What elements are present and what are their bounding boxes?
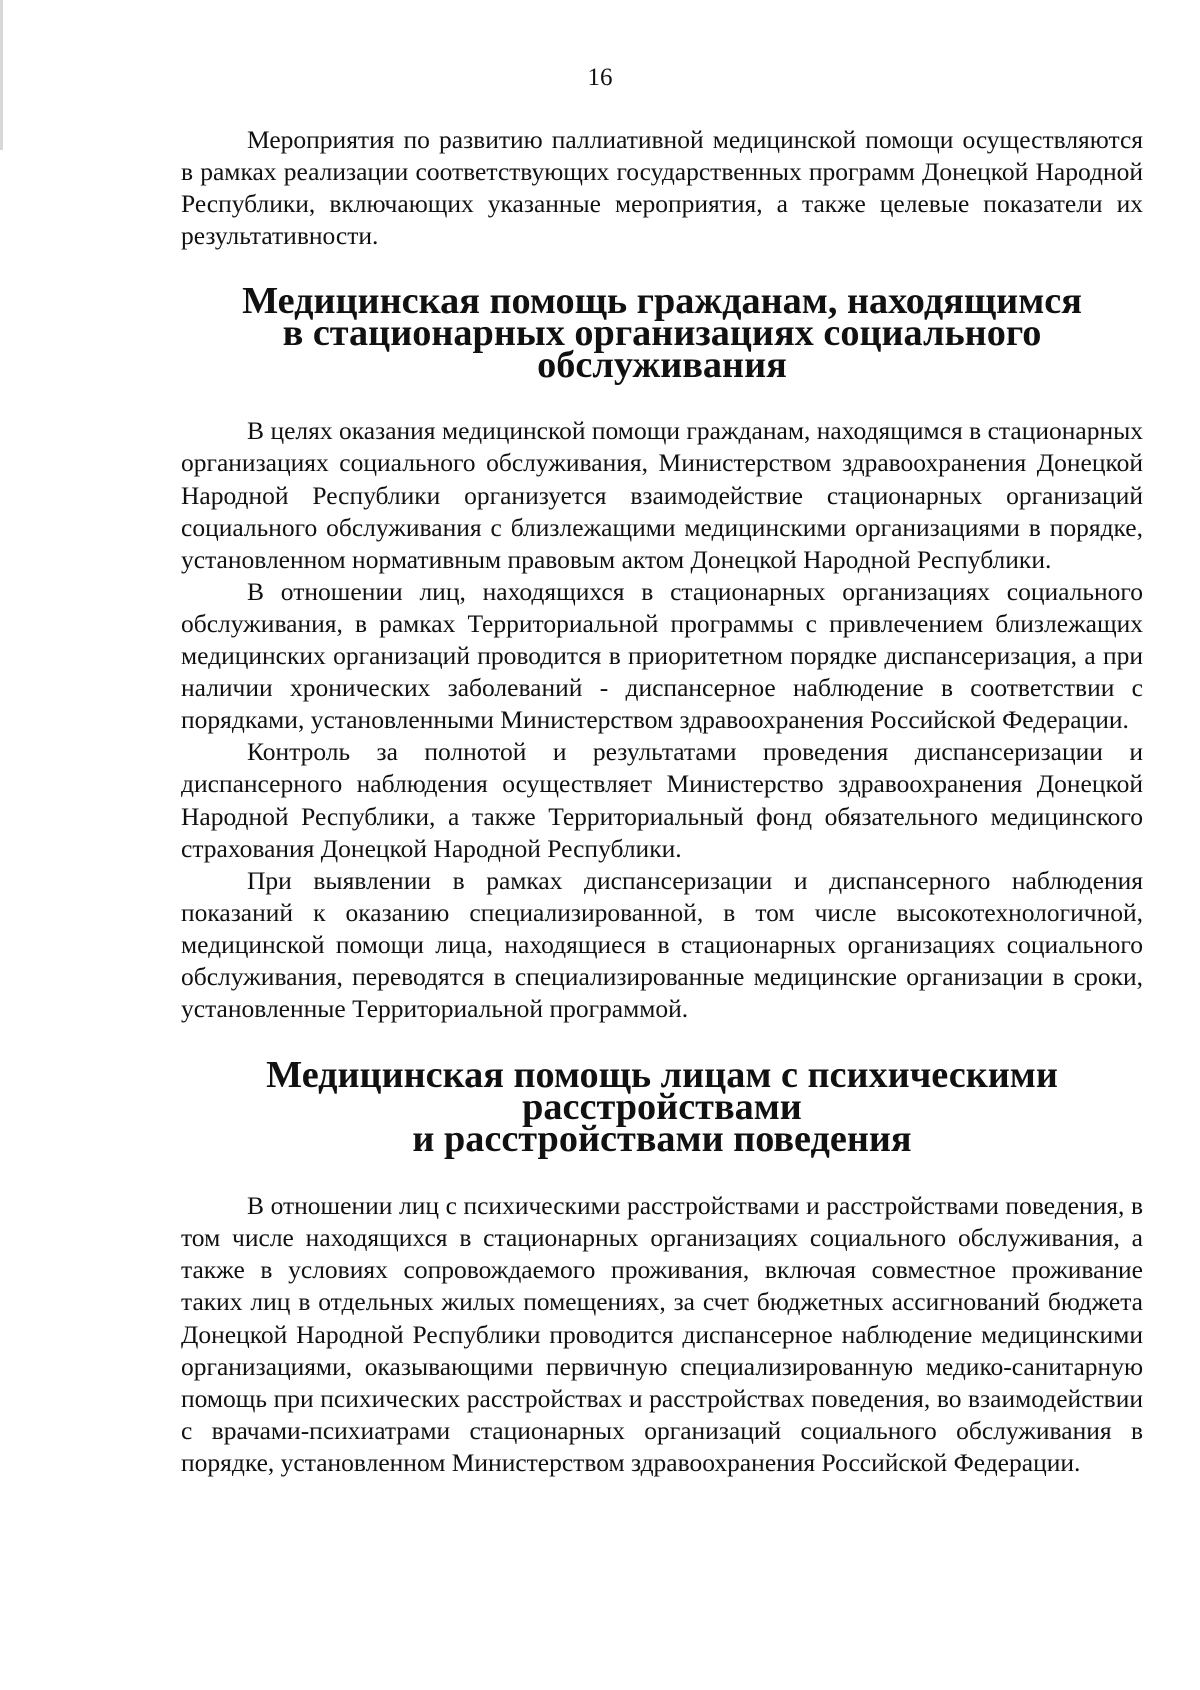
page-number: 16 <box>587 64 613 91</box>
section-heading-mental-disorders <box>181 1054 1143 1161</box>
heading-line: в стационарных организациях социального обслуживания <box>282 312 1042 387</box>
body-paragraph: В отношении лиц, находящихся в стационарных организациях социального обслуживания, в рамках Территориальной программы с привлечением близлежащих медицинских организаций проводится в приоритетном порядке диспансеризация, а при наличии хронических заболеваний - диспансерное наблюдение в соответствии с порядками, установленными Министерством здравоохранения Российской Федерации. <box>181 576 1143 735</box>
body-paragraph: При выявлении в рамках диспансеризации и диспансерного наблюдения показаний к оказанию специализированной, в том числе высокотехнологичной, медицинской помощи лица, находящиеся в стационарных организациях социального обслуживания, переводятся в специализированные медицинские организации в сроки, установленные Территориальной программой. <box>181 865 1143 1024</box>
section-heading-social-care <box>181 280 1143 387</box>
heading-line: Медицинская помощь лицам с психическими расстройствами <box>266 1054 1058 1129</box>
body-paragraph: В отношении лиц с психическими расстройствами и расстройствами поведения, в том числе находящихся в стационарных организациях социального обслуживания, а также в условиях сопровождаемого проживания, включая совместное проживание таких лиц в отдельных жилых помещениях, за счет бюджетных ассигнований бюджета Донецкой Народной Республики проводится диспансерное наблюдение медицинскими организациями, оказывающими первичную специализированную медико-санитарную помощь при психических расстройствах и расстройствах поведения, во взаимодействии с врачами-психиатрами стационарных организаций социального обслуживания в порядке, установленном Министерством здравоохранения Российской Федерации. <box>181 1191 1143 1477</box>
intro-paragraph: Мероприятия по развитию паллиативной медицинской помощи осуществляются в рамках реализации соответствующих государственных программ Донецкой Народной Республики, включающих указанные мероприятия, а также целевые показатели их результативности. <box>181 125 1143 251</box>
body-paragraph: В целях оказания медицинской помощи гражданам, находящимся в стационарных организациях социального обслуживания, Министерством здравоохранения Донецкой Народной Республики организуется взаимодействие стационарных организаций социального обслуживания с близлежащими медицинскими организациями в порядке, установленном нормативным правовым актом Донецкой Народной Республики. <box>181 416 1143 574</box>
document-body <box>181 124 1143 1479</box>
heading-line: и расстройствами поведения <box>412 1118 912 1161</box>
heading-line: Медицинская помощь гражданам, находящимся <box>242 280 1082 323</box>
body-paragraph: Контроль за полнотой и результатами проведения диспансеризации и диспансерного наблюдения осуществляет Министерство здравоохранения Донецкой Народной Республики, а также Территориальный фонд обязательного медицинского страхования Донецкой Народной Республики. <box>181 737 1143 863</box>
